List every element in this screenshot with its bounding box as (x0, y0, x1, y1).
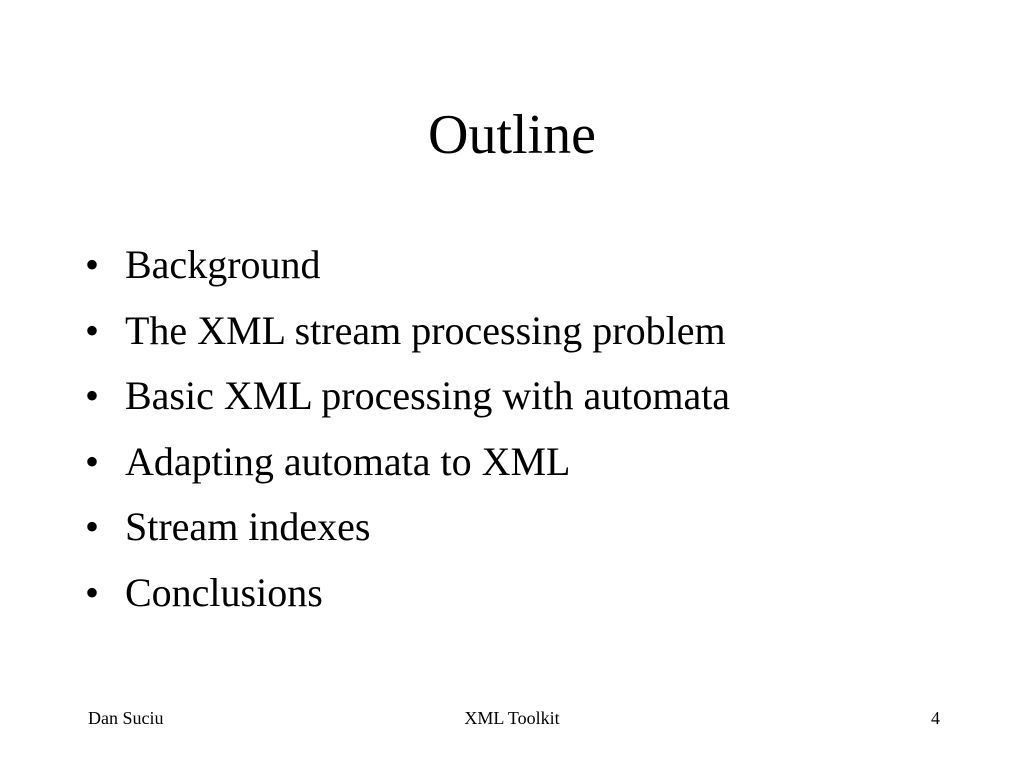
bullet-text: Adapting automata to XML (125, 438, 571, 484)
bullet-icon: • (85, 504, 100, 549)
bullet-icon: • (85, 569, 100, 615)
bullet-list (85, 232, 730, 625)
bullet-item-basic-processing (85, 363, 730, 429)
bullet-item-background (85, 232, 730, 298)
bullet-icon: • (85, 373, 100, 418)
bullet-text: Basic XML processing with automata (125, 373, 731, 418)
bullet-item-adapting-automata (85, 429, 730, 495)
bullet-text: Conclusions (125, 569, 323, 615)
bullet-text: Background (125, 242, 321, 287)
bullet-item-stream-problem (85, 298, 730, 364)
footer-page-number: 4 (931, 708, 940, 728)
bullet-item-conclusions (85, 560, 730, 626)
bullet-text: Stream indexes (125, 504, 371, 549)
bullet-icon: • (85, 242, 100, 287)
bullet-icon: • (85, 307, 100, 353)
slide-title: Outline (428, 104, 596, 166)
bullet-text: The XML stream processing problem (125, 307, 726, 353)
footer-author: Dan Suciu (88, 708, 164, 728)
footer-topic: XML Toolkit (464, 708, 560, 728)
bullet-icon: • (85, 438, 100, 484)
bullet-item-stream-indexes (85, 494, 730, 560)
